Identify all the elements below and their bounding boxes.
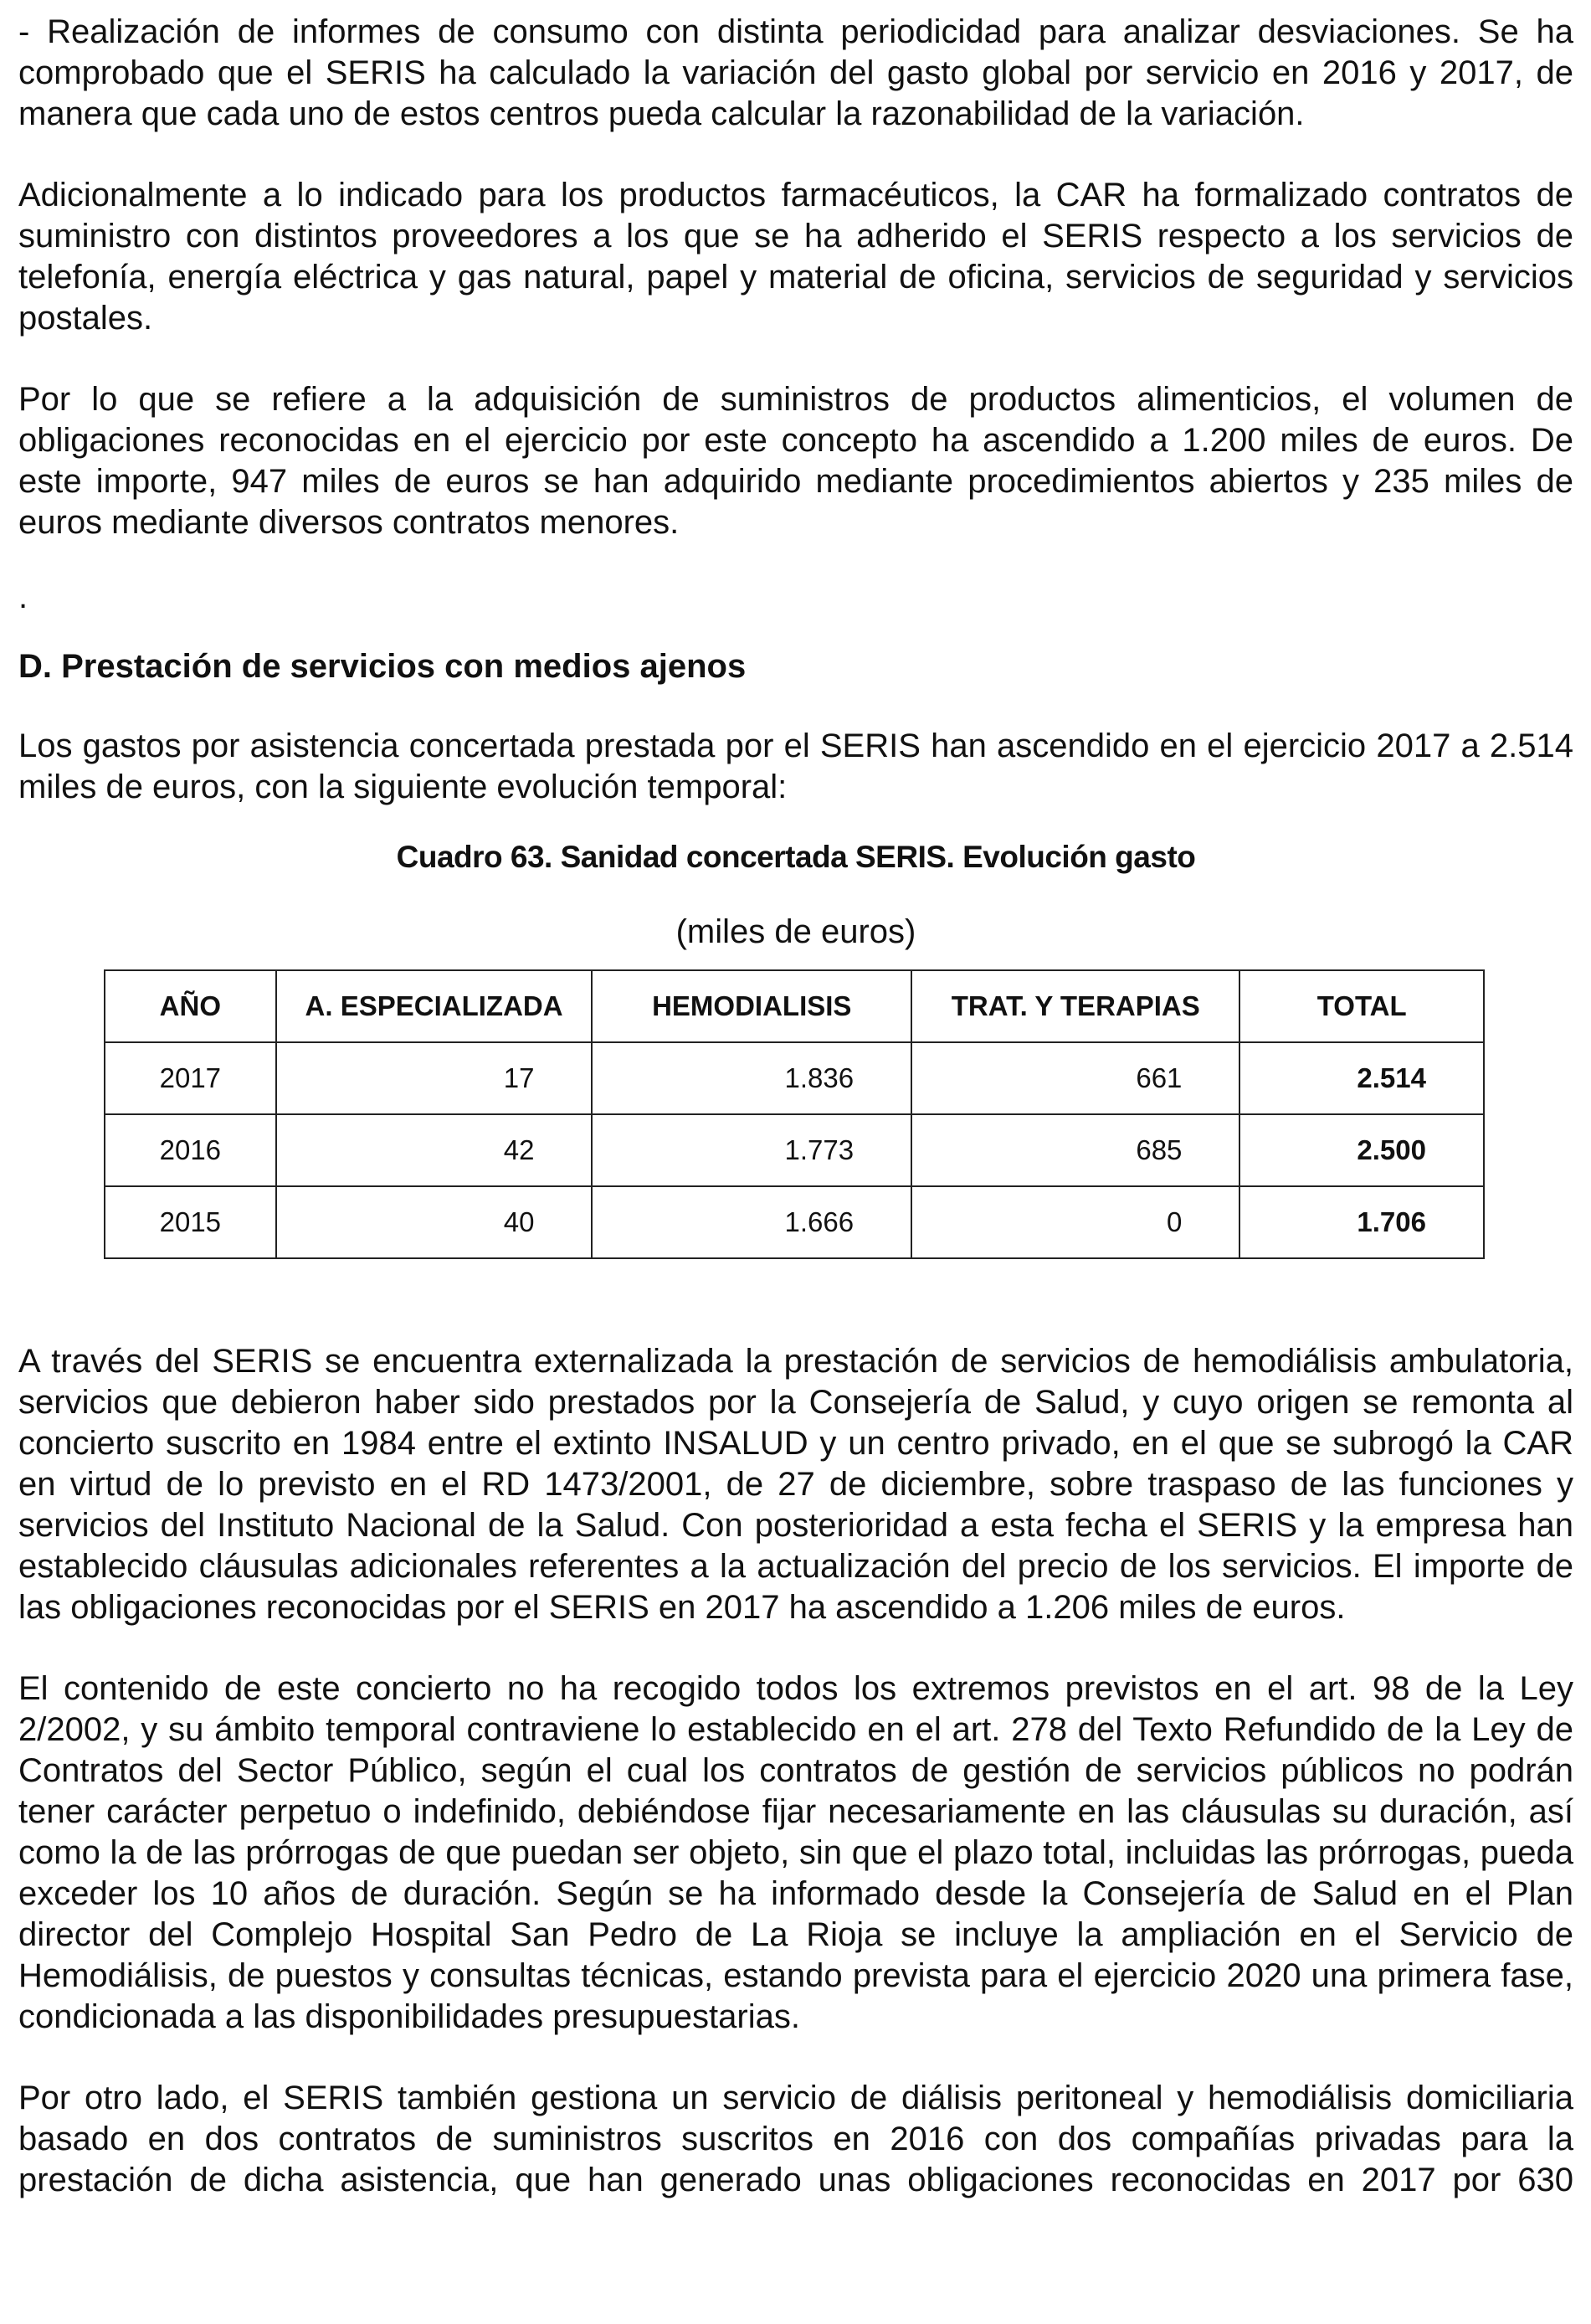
header-especializada: A. ESPECIALIZADA <box>276 970 593 1042</box>
document-page <box>18 12 1573 2201</box>
paragraph-contenido-concierto: El contenido de este concierto no ha recogido todos los extremos previstos en el art. 98 de la Ley 2/2002, y su ámbito temporal contraviene lo establecido en el art. 278 del Texto Refundido de la Ley de Contratos del Sector Público, según el cual los contratos de gestión de servicios públicos no podrán tener carácter perpetuo o indefinido, debiéndose fijar necesariamente en las cláusulas su duración, así como la de las prórrogas de que puedan ser objeto, sin que el plazo total, incluidas las prórrogas, pueda exceder los 10 años de duración. Según se ha informado desde la Consejería de Salud en el Plan director del Complejo Hospital San Pedro de La Rioja se incluye la ampliación en el Servicio de Hemodiálisis, de puestos y consultas técnicas, estando prevista para el ejercicio 2020 una primera fase, condicionada a las disponibilidades presupuestarias. <box>18 1670 1573 2035</box>
paragraph-spacer <box>18 339 1573 379</box>
stray-dot: . <box>18 578 28 615</box>
cell-especializada: 42 <box>276 1114 593 1186</box>
paragraph-contratos-suministro: Adicionalmente a lo indicado para los productos farmacéuticos, la CAR ha formalizado contratos de suministro con distintos proveedores a los que se ha adherido el SERIS respecto a los servicios de telefonía, energía eléctrica y gas natural, papel y material de oficina, servicios de seguridad y servicios postales. <box>18 177 1573 337</box>
cell-year: 2016 <box>105 1114 276 1186</box>
paragraph-spacer <box>18 1259 1573 1341</box>
paragraph-productos-alimenticios: Por lo que se refiere a la adquisición de suministros de productos alimenticios, el volumen de obligaciones reconocidas en el ejercicio por este concepto ha ascendido a 1.200 miles de euros. De este importe, 947 miles de euros se han adquirido mediante procedimientos abiertos y 235 miles de euros mediante diversos contratos menores. <box>18 381 1573 541</box>
table-units: (miles de euros) <box>675 913 916 950</box>
header-hemodialisis: HEMODIALISIS <box>592 970 911 1042</box>
cell-total: 2.500 <box>1239 1114 1484 1186</box>
paragraph-spacer <box>18 877 1573 912</box>
paragraph-spacer <box>18 953 1573 969</box>
cell-especializada: 17 <box>276 1042 593 1114</box>
table-row <box>105 1042 1484 1114</box>
cell-terapias: 685 <box>911 1114 1239 1186</box>
header-total: TOTAL <box>1239 970 1484 1042</box>
paragraph-spacer <box>18 687 1573 726</box>
cell-hemodialisis: 1.666 <box>592 1186 911 1258</box>
paragraph-informes-consumo: - Realización de informes de consumo con distinta periodicidad para analizar desviaciones. Se ha comprobado que el SERIS ha calculado la variación del gasto global por servicio en 2016 y 2017, de manera que cada uno de estos centros pueda calcular la razonabilidad de la variación. <box>18 13 1573 132</box>
cell-year: 2017 <box>105 1042 276 1114</box>
table-row <box>105 1186 1484 1258</box>
paragraph-spacer <box>18 618 1573 646</box>
header-ano: AÑO <box>105 970 276 1042</box>
cell-especializada: 40 <box>276 1186 593 1258</box>
paragraph-hemodialisis-externalizada: A través del SERIS se encuentra externalizada la prestación de servicios de hemodiálisis ambulatoria, servicios que debieron haber sido prestados por la Consejería de Salud, y cuyo origen se remonta al concierto suscrito en 1984 entre el extinto INSALUD y un centro privado, en el que se subrogó la CAR en virtud de lo previsto en el RD 1473/2001, de 27 de diciembre, sobre traspaso de las funciones y servicios del Instituto Nacional de la Salud. Con posterioridad a esta fecha el SERIS y la empresa han establecido cláusulas adicionales referentes a la actualización del precio de los servicios. El importe de las obligaciones reconocidas por el SERIS en 2017 ha ascendido a 1.206 miles de euros. <box>18 1343 1573 1626</box>
table-caption: Cuadro 63. Sanidad concertada SERIS. Evolución gasto <box>396 840 1196 874</box>
cell-hemodialisis: 1.773 <box>592 1114 911 1186</box>
header-terapias: TRAT. Y TERAPIAS <box>911 970 1239 1042</box>
cell-terapias: 0 <box>911 1186 1239 1258</box>
paragraph-spacer <box>18 1628 1573 1668</box>
paragraph-spacer <box>18 543 1573 577</box>
cell-total: 1.706 <box>1239 1186 1484 1258</box>
paragraph-spacer <box>18 808 1573 838</box>
table-row <box>105 1114 1484 1186</box>
section-heading: D. Prestación de servicios con medios ajenos <box>18 648 747 685</box>
cell-year: 2015 <box>105 1186 276 1258</box>
paragraph-spacer <box>18 135 1573 175</box>
cell-terapias: 661 <box>911 1042 1239 1114</box>
paragraph-dialisis-peritoneal: Por otro lado, el SERIS también gestiona un servicio de diálisis peritoneal y hemodiálisis domiciliaria basado en dos contratos de suministros suscritos en 2016 con dos compañías privadas para la prestación de dicha asistencia, que han generado unas obligaciones reconocidas en 2017 por 630 <box>18 2080 1573 2198</box>
paragraph-spacer <box>18 2038 1573 2078</box>
table-header-row <box>105 970 1484 1042</box>
cell-total: 2.514 <box>1239 1042 1484 1114</box>
paragraph-intro-gastos: Los gastos por asistencia concertada prestada por el SERIS han ascendido en el ejercicio 2017 a 2.514 miles de euros, con la siguiente evolución temporal: <box>18 728 1573 805</box>
cell-hemodialisis: 1.836 <box>592 1042 911 1114</box>
sanidad-concertada-table <box>104 969 1485 1259</box>
